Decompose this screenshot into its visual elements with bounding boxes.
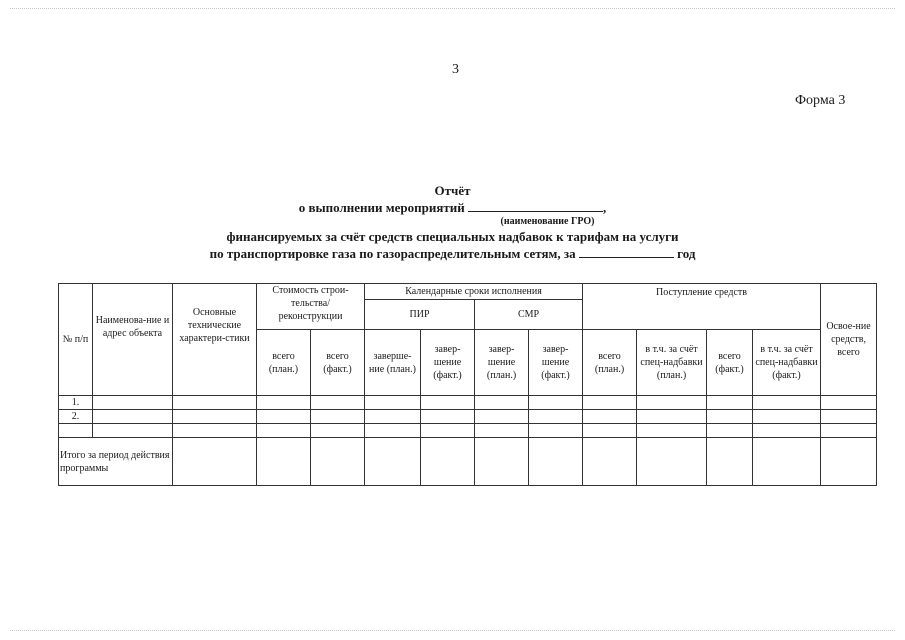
header-pir-fact: завер-шение (факт.) <box>421 330 475 396</box>
header-funds-total-fact: всего (факт.) <box>707 330 753 396</box>
form-label: Форма 3 <box>795 93 846 108</box>
title-line-4-text: по транспортировке газа по газораспределительным сетям, за <box>209 246 576 261</box>
table-row <box>59 424 877 438</box>
title-line-4-end: год <box>677 246 696 261</box>
table-row <box>59 410 877 424</box>
header-pir-plan: заверше-ние (план.) <box>365 330 421 396</box>
page-number: 3 <box>452 62 459 77</box>
header-num: № п/п <box>59 284 93 396</box>
header-smr-fact: завер-шение (факт.) <box>529 330 583 396</box>
title-line-2 <box>0 199 905 216</box>
header-smr: СМР <box>475 300 583 330</box>
header-specs: Основные технические характери-стики <box>173 284 257 396</box>
header-pir: ПИР <box>365 300 475 330</box>
scan-noise-top <box>10 8 895 9</box>
report-table <box>58 283 877 486</box>
total-label: Итого за период действия программы <box>59 438 173 486</box>
header-cost-plan: всего (план.) <box>257 330 311 396</box>
header-usage: Освое-ние средств, всего <box>821 284 877 396</box>
header-funds: Поступление средств <box>583 284 821 330</box>
header-cost: Стоимость строи-тельства/ реконструкции <box>257 284 365 330</box>
header-funds-surcharge-plan: в т.ч. за счёт спец-надбавки (план.) <box>637 330 707 396</box>
row-number <box>59 424 93 438</box>
header-schedule: Календарные сроки исполнения <box>365 284 583 300</box>
total-row <box>59 438 877 486</box>
header-smr-plan: завер-шение (план.) <box>475 330 529 396</box>
table-row <box>59 396 877 410</box>
year-blank <box>579 245 674 258</box>
title-line-4 <box>0 245 905 262</box>
gro-name-blank <box>468 199 603 212</box>
row-number: 2. <box>59 410 93 424</box>
header-cost-fact: всего (факт.) <box>311 330 365 396</box>
scan-noise-bottom <box>10 630 895 631</box>
header-name: Наименова-ние и адрес объекта <box>93 284 173 396</box>
title-line-2-end: , <box>602 200 607 215</box>
title-line-2-text: о выполнении мероприятий <box>298 200 465 215</box>
row-number: 1. <box>59 396 93 410</box>
header-funds-surcharge-fact: в т.ч. за счёт спец-надбавки (факт.) <box>753 330 821 396</box>
title-line-1: Отчёт <box>434 183 471 198</box>
header-funds-total-plan: всего (план.) <box>583 330 637 396</box>
report-title <box>0 182 905 262</box>
title-line-3: финансируемых за счёт средств специальных надбавок к тарифам на услуги <box>226 229 679 244</box>
gro-name-caption: (наименование ГРО) <box>500 216 595 227</box>
